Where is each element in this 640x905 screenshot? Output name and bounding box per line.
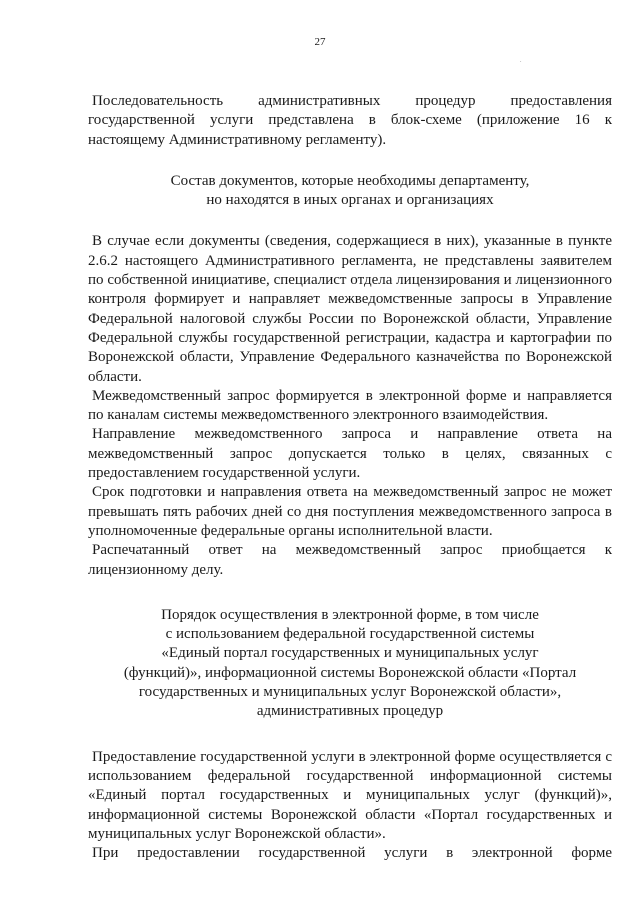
heading-line: но находятся в иных органах и организациях	[206, 192, 494, 209]
body-paragraph: Межведомственный запрос формируется в электронной форме и направляется по каналам системы межведомственного электронного взаимодействия.	[88, 387, 612, 424]
heading-line: с использованием федеральной государственной системы	[165, 626, 535, 643]
heading-line: государственных и муниципальных услуг Воронежской области»,	[138, 684, 562, 701]
heading-line: (функций)», информационной системы Воронежской области «Портал	[123, 664, 577, 681]
section-heading-electronic	[88, 606, 612, 722]
heading-line: Порядок осуществления в электронной форме, в том числе	[161, 606, 539, 623]
body-paragraph: Срок подготовки и направления ответа на межведомственный запрос не может превышать пять рабочих дней со дня поступления межведомственного запроса в уполномоченные федеральные органы исполнительной власти.	[88, 484, 612, 539]
body-paragraph: Предоставление государственной услуги в электронной форме осуществляется с использованием федеральной государственной информационной системы «Единый портал государственных и муниципальных услуг (функций)», информационной системы Воронежской области «Портал государственных и муниципальных услуг Воронежской области».	[88, 748, 612, 842]
heading-line: Состав документов, которые необходимы департаменту,	[170, 172, 530, 189]
body-paragraph: В случае если документы (сведения, содержащиеся в них), указанные в пункте 2.6.2 настоящего Административного регламента, не представлены заявителем по собственной инициативе, специалист отдела лицензирования и лицензионного контроля формирует и направляет межведомственные запросы в Управление Федеральной налоговой службы России по Воронежской области, Управление Федеральной службы государственной регистрации, кадастра и картографии по Воронежской области, Управление Федерального казначейства по Воронежской области.	[88, 233, 612, 385]
section-heading-documents	[88, 172, 612, 211]
scan-speck: .	[520, 58, 522, 64]
heading-line: административных процедур	[256, 703, 444, 720]
body-paragraph: Направление межведомственного запроса и направление ответа на межведомственный запрос допускается только в целях, связанных с предоставлением государственной услуги.	[88, 426, 612, 482]
document-body	[88, 92, 612, 863]
body-paragraph: Распечатанный ответ на межведомственный запрос приобщается к лицензионному делу.	[88, 542, 612, 578]
page-number: 27	[314, 36, 326, 48]
body-paragraph: При предоставлении государственной услуги в электронной форме	[92, 845, 612, 862]
heading-line: «Единый портал государственных и муниципальных услуг	[161, 645, 539, 662]
intro-paragraph: Последовательность административных процедур предоставления государственной услуги представлена в блок-схеме (приложение 16 к настоящему Административному регламенту).	[88, 93, 612, 148]
